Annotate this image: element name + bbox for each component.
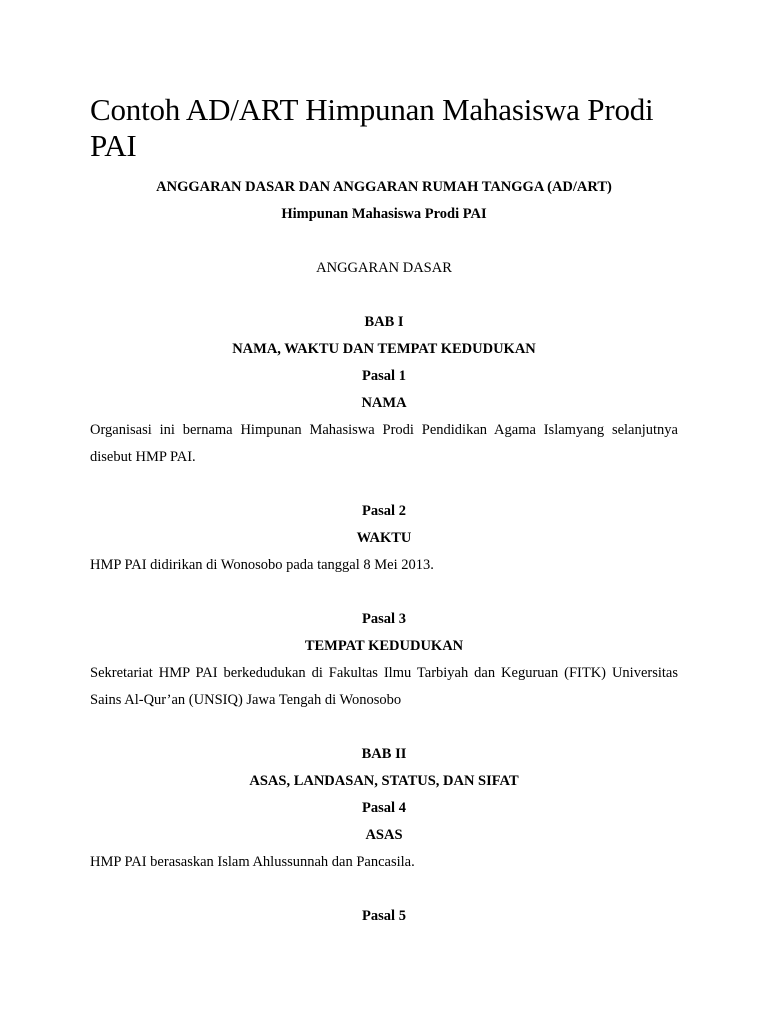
sub-heading: Himpunan Mahasiswa Prodi PAI <box>281 206 487 222</box>
bab-2-label: BAB II <box>361 746 407 762</box>
pasal-2-text: HMP PAI didirikan di Wonosobo pada tanggal 8 Mei 2013. <box>90 557 434 573</box>
bab-1-label: BAB I <box>364 314 404 330</box>
pasal-3-title: TEMPAT KEDUDUKAN <box>304 638 464 654</box>
pasal-1-title: NAMA <box>361 395 407 411</box>
pasal-4-label: Pasal 4 <box>362 800 406 816</box>
pasal-3-text: Sekretariat HMP PAI berkedudukan di Fakultas Ilmu Tarbiyah dan Keguruan (FITK) Universitas Sains Al-Qur’an (UNSIQ) Jawa Tengah di Wonosobo <box>90 665 678 708</box>
bab-2-title: ASAS, LANDASAN, STATUS, DAN SIFAT <box>249 773 519 789</box>
pasal-2-label: Pasal 2 <box>362 503 406 519</box>
pasal-1-label: Pasal 1 <box>362 368 406 384</box>
pasal-1-text: Organisasi ini bernama Himpunan Mahasiswa Prodi Pendidikan Agama Islamyang selanjutnya disebut HMP PAI. <box>90 422 678 465</box>
pasal-3-label: Pasal 3 <box>362 611 406 627</box>
document-title: Contoh AD/ART Himpunan Mahasiswa Prodi PAI <box>90 92 654 163</box>
pasal-4-text: HMP PAI berasaskan Islam Ahlussunnah dan Pancasila. <box>90 854 415 870</box>
pasal-2-title: WAKTU <box>356 530 412 546</box>
pasal-4-title: ASAS <box>365 827 403 843</box>
main-heading: ANGGARAN DASAR DAN ANGGARAN RUMAH TANGGA (AD/ART) <box>156 179 612 195</box>
bab-1-title: NAMA, WAKTU DAN TEMPAT KEDUDUKAN <box>232 341 536 357</box>
pasal-5-label: Pasal 5 <box>362 908 406 924</box>
document-page <box>90 92 678 930</box>
section-heading: ANGGARAN DASAR <box>316 260 452 276</box>
